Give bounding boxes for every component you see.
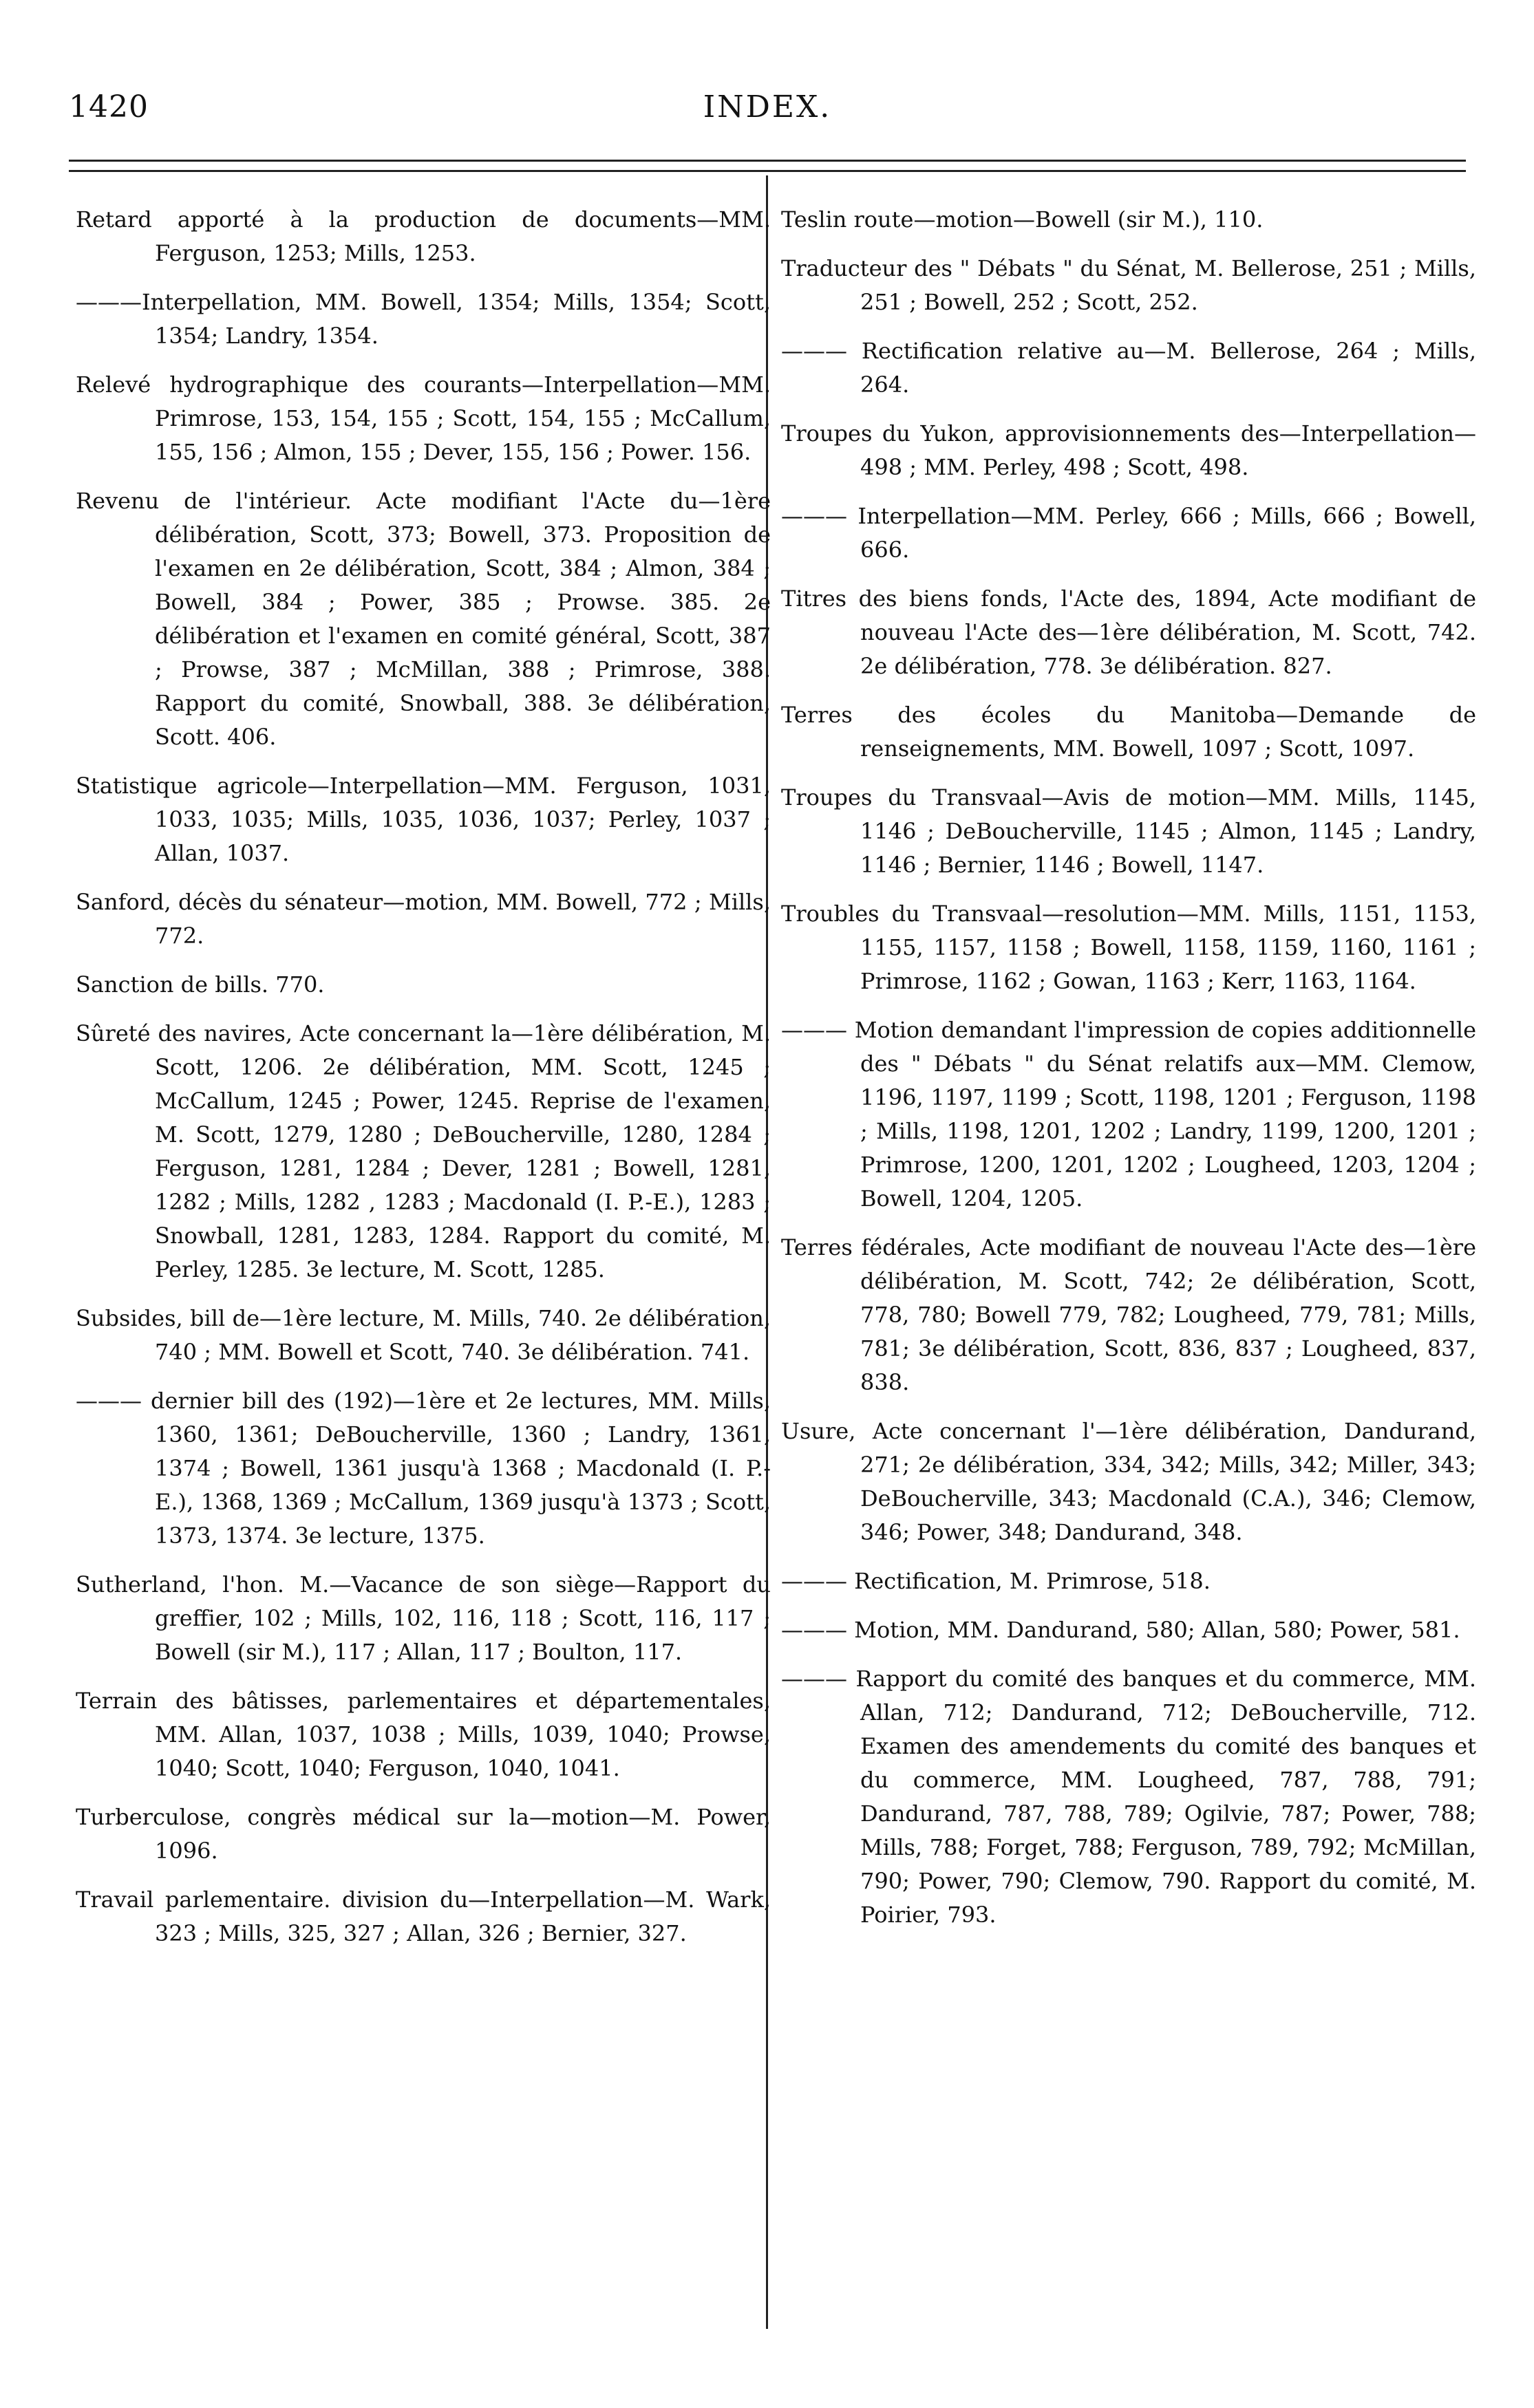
index-entry: Traducteur des " Débats " du Sénat, M. Bellerose, 251 ; Mills, 251 ; Bowell, 252 ; Scott, 252. — [781, 255, 1476, 315]
index-entry: ——— Rapport du comité des banques et du commerce, MM. Allan, 712; Dandurand, 712; DeBoucherville, 712. Examen des amendements du comité des banques et du commerce, MM. Lougheed, 787, 788, 791; Dandurand, 787, 788, 789; Ogilvie, 787; Power, 788; Mills, 788; Forget, 788; Ferguson, 789, 792; McMillan, 790; Power, 790; Clemow, 790. Rapport du comité, M. Poirier, 793. — [781, 1666, 1476, 1928]
page-title: INDEX. — [703, 89, 832, 125]
index-entry: Troupes du Yukon, approvisionnements des—Interpellation—498 ; MM. Perley, 498 ; Scott, 498. — [781, 420, 1476, 480]
index-entry: ——— Motion, MM. Dandurand, 580; Allan, 580; Power, 581. — [781, 1617, 1460, 1643]
index-entry: Terres des écoles du Manitoba—Demande de renseignements, MM. Bowell, 1097 ; Scott, 1097. — [781, 702, 1476, 762]
index-entry: Terres fédérales, Acte modifiant de nouveau l'Acte des—1ère délibération, M. Scott, 742; 2e délibération, Scott, 778, 780; Bowell 779, 782; Lougheed, 779, 781; Mills, 781; 3e délibération, Scott, 836, 837 ; Lougheed, 837, 838. — [781, 1234, 1476, 1395]
index-entry: Terrain des bâtisses, parlementaires et départementales, MM. Allan, 1037, 1038 ; Mills, 1039, 1040; Prowse, 1040; Scott, 1040; Ferguson, 1040, 1041. — [76, 1688, 771, 1781]
index-entry: Subsides, bill de—1ère lecture, M. Mills, 740. 2e délibération, 740 ; MM. Bowell et Scott, 740. 3e délibération. 741. — [76, 1305, 771, 1365]
index-entry: Sanction de bills. 770. — [76, 971, 325, 998]
index-column-left — [76, 203, 771, 1966]
index-entry: Statistique agricole—Interpellation—MM. Ferguson, 1031, 1033, 1035; Mills, 1035, 1036, 1037; Perley, 1037 ; Allan, 1037. — [76, 773, 771, 866]
index-entry: ——— dernier bill des (192)—1ère et 2e lectures, MM. Mills, 1360, 1361; DeBoucherville, 1360 ; Landry, 1361, 1374 ; Bowell, 1361 jusqu'à 1368 ; Macdonald (I. P.-E.), 1368, 1369 ; McCallum, 1369 jusqu'à 1373 ; Scott, 1373, 1374. 3e lecture, 1375. — [76, 1388, 771, 1549]
index-entry: Retard apporté à la production de documents—MM. Ferguson, 1253; Mills, 1253. — [76, 206, 771, 266]
index-entry: Relevé hydrographique des courants—Interpellation—MM. Primrose, 153, 154, 155 ; Scott, 154, 155 ; McCallum, 155, 156 ; Almon, 155 ; Dever, 155, 156 ; Power. 156. — [76, 372, 771, 465]
index-column-right — [781, 203, 1476, 1947]
index-entry: Travail parlementaire. division du—Interpellation—M. Wark, 323 ; Mills, 325, 327 ; Allan, 326 ; Bernier, 327. — [76, 1886, 771, 1946]
index-entry: Troupes du Transvaal—Avis de motion—MM. Mills, 1145, 1146 ; DeBoucherville, 1145 ; Almon, 1145 ; Landry, 1146 ; Bernier, 1146 ; Bowell, 1147. — [781, 784, 1476, 878]
index-entry: Turberculose, congrès médical sur la—motion—M. Power, 1096. — [76, 1804, 771, 1864]
header-rule-bottom — [69, 170, 1466, 172]
index-entry: Sutherland, l'hon. M.—Vacance de son siège—Rapport du greffier, 102 ; Mills, 102, 116, 118 ; Scott, 116, 117 ; Bowell (sir M.), 117 ; Allan, 117 ; Boulton, 117. — [76, 1571, 771, 1665]
index-entry: Sûreté des navires, Acte concernant la—1ère délibération, M. Scott, 1206. 2e délibération, MM. Scott, 1245 ; McCallum, 1245 ; Power, 1245. Reprise de l'examen, M. Scott, 1279, 1280 ; DeBoucherville, 1280, 1284 ; Ferguson, 1281, 1284 ; Dever, 1281 ; Bowell, 1281, 1282 ; Mills, 1282 , 1283 ; Macdonald (I. P.-E.), 1283 ; Snowball, 1281, 1283, 1284. Rapport du comité, M. Perley, 1285. 3e lecture, M. Scott, 1285. — [76, 1020, 771, 1282]
page-header — [69, 89, 1466, 144]
index-entry: Troubles du Transvaal—resolution—MM. Mills, 1151, 1153, 1155, 1157, 1158 ; Bowell, 1158, 1159, 1160, 1161 ; Primrose, 1162 ; Gowan, 1163 ; Kerr, 1163, 1164. — [781, 901, 1476, 994]
index-entry: ——— Rectification relative au—M. Bellerose, 264 ; Mills, 264. — [781, 338, 1476, 398]
index-entry: Revenu de l'intérieur. Acte modifiant l'Acte du—1ère délibération, Scott, 373; Bowell, 373. Proposition de l'examen en 2e délibération, Scott, 384 ; Almon, 384 ; Bowell, 384 ; Power, 385 ; Prowse. 385. 2e délibération et l'examen en comité général, Scott, 387 ; Prowse, 387 ; McMillan, 388 ; Primrose, 388. Rapport du comité, Snowball, 388. 3e délibération, Scott. 406. — [76, 488, 771, 750]
index-entry: Sanford, décès du sénateur—motion, MM. Bowell, 772 ; Mills, 772. — [76, 889, 771, 949]
index-entry: ——— Motion demandant l'impression de copies additionnelle des " Débats " du Sénat relatifs aux—MM. Clemow, 1196, 1197, 1199 ; Scott, 1198, 1201 ; Ferguson, 1198 ; Mills, 1198, 1201, 1202 ; Landry, 1199, 1200, 1201 ; Primrose, 1200, 1201, 1202 ; Lougheed, 1203, 1204 ; Bowell, 1204, 1205. — [781, 1017, 1476, 1212]
index-entry: ———Interpellation, MM. Bowell, 1354; Mills, 1354; Scott, 1354; Landry, 1354. — [76, 289, 771, 349]
index-entry: Teslin route—motion—Bowell (sir M.), 110. — [781, 206, 1264, 233]
index-entry: Titres des biens fonds, l'Acte des, 1894, Acte modifiant de nouveau l'Acte des—1ère délibération, M. Scott, 742. 2e délibération, 778. 3e délibération. 827. — [781, 585, 1476, 679]
index-entry: ——— Interpellation—MM. Perley, 666 ; Mills, 666 ; Bowell, 666. — [781, 503, 1476, 563]
page-number: 1420 — [69, 89, 149, 125]
index-entry: Usure, Acte concernant l'—1ère délibération, Dandurand, 271; 2e délibération, 334, 342; Mills, 342; Miller, 343; DeBoucherville, 343; Macdonald (C.A.), 346; Clemow, 346; Power, 348; Dandurand, 348. — [781, 1418, 1476, 1545]
header-rule-top — [69, 160, 1466, 162]
index-entry: ——— Rectification, M. Primrose, 518. — [781, 1568, 1211, 1594]
